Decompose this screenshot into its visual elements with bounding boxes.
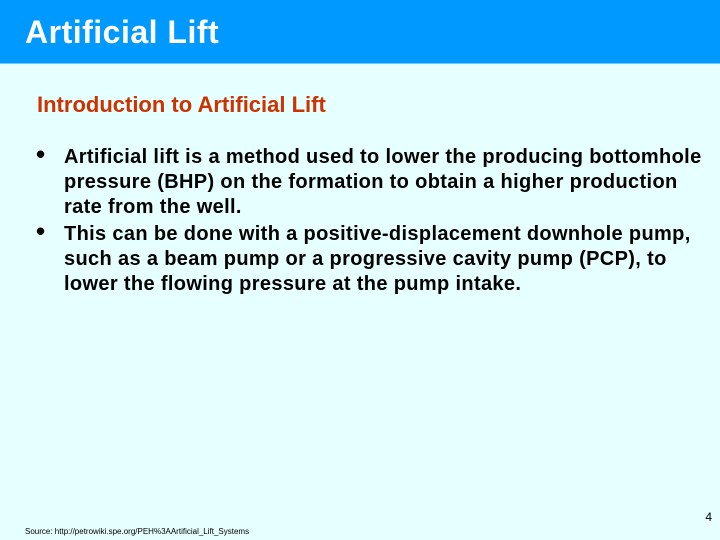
bullet-item [36, 216, 706, 297]
title-bar [0, 0, 720, 64]
page-number: 4 [705, 510, 712, 524]
bullet-icon: • [36, 139, 46, 169]
bullet-item [36, 139, 706, 220]
bullet-text: This can be done with a positive-displacement downhole pump, such as a beam pump or a progressive cavity pump (PCP), to lower the flowing pressure at the pump intake. [64, 223, 691, 295]
bullet-list [36, 139, 706, 299]
bullet-icon: • [36, 216, 46, 246]
source-citation: Source: http://petrowiki.spe.org/PEH%3AArtificial_Lift_Systems [25, 527, 250, 536]
bullet-text: Artificial lift is a method used to lower the producing bottomhole pressure (BHP) on the formation to obtain a higher production rate from the well. [64, 146, 702, 218]
slide-title: Artificial Lift [25, 14, 220, 50]
slide-subtitle: Introduction to Artificial Lift [37, 92, 326, 117]
